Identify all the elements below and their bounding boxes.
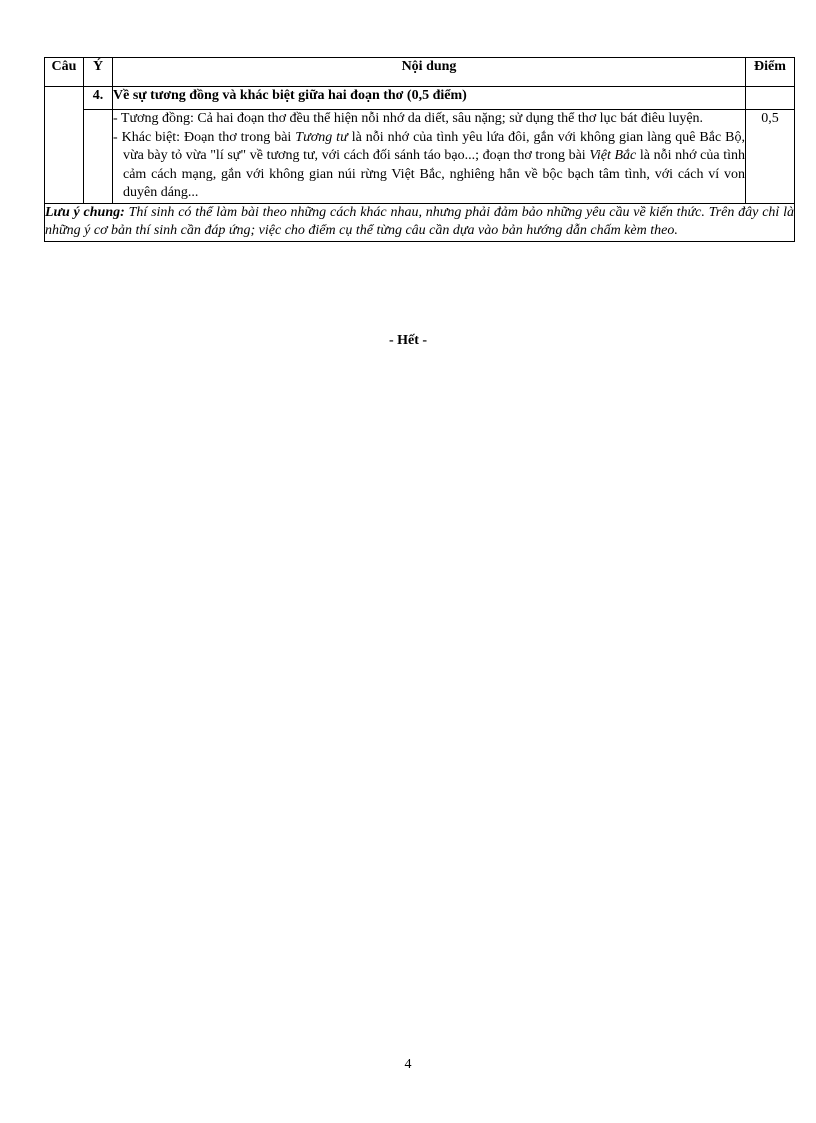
score-value: 0,5 bbox=[746, 110, 795, 204]
content-cell bbox=[113, 110, 746, 204]
grading-table bbox=[44, 57, 795, 242]
document-page bbox=[44, 57, 794, 242]
header-y: Ý bbox=[84, 58, 113, 87]
note-text: Thí sinh có thể làm bài theo những cách khác nhau, nhưng phải đảm bảo những yêu cầu về kiến thức. Trên đây chỉ là những ý cơ bản thí sinh cần đáp ứng; việc cho điểm cụ thể từng câu cần dựa vào bản hướng dẫn chấm kèm theo. bbox=[45, 204, 794, 238]
section-title-row bbox=[45, 87, 795, 110]
difference-paragraph bbox=[113, 129, 745, 203]
table-header-row bbox=[45, 58, 795, 87]
section-title: Về sự tương đồng và khác biệt giữa hai đoạn thơ (0,5 điểm) bbox=[113, 87, 746, 110]
work-title-tuong-tu: Tương tư bbox=[295, 129, 348, 145]
end-mark: - Hết - bbox=[388, 333, 428, 348]
note-row bbox=[45, 203, 795, 241]
similarity-paragraph: - Tương đồng: Cả hai đoạn thơ đều thể hiện nỗi nhớ da diết, sâu nặng; sử dụng thể thơ lục bát điêu luyện. bbox=[113, 111, 704, 126]
header-cau: Câu bbox=[45, 58, 84, 87]
content-row bbox=[45, 110, 795, 204]
work-title-viet-bac: Việt Bắc bbox=[589, 148, 637, 163]
title-score-cell bbox=[746, 87, 795, 110]
general-note bbox=[45, 203, 795, 241]
page-number: 4 bbox=[404, 1057, 412, 1072]
difference-text-3: là nỗi nhớ của tình cảm cách mạng, gắn với không gian núi rừng Việt Bắc, nghiêng hẳn về bộc bạch tâm tình, với cách ví von duyên dáng... bbox=[123, 148, 745, 200]
y-empty-cell bbox=[84, 110, 113, 204]
y-number-cell: 4. bbox=[84, 87, 113, 110]
header-diem: Điểm bbox=[746, 58, 795, 87]
difference-text-2: là nỗi nhớ của tình yêu lứa đôi, gắn với không gian làng quê Bắc Bộ, vừa bày tỏ vừa "lí sự" về tương tư, với cách đối sánh táo bạo...; đoạn thơ trong bài bbox=[123, 129, 746, 163]
cau-cell bbox=[45, 87, 84, 204]
note-label: Lưu ý chung: bbox=[45, 204, 125, 220]
header-noi-dung: Nội dung bbox=[113, 58, 746, 87]
difference-text-1: - Khác biệt: Đoạn thơ trong bài bbox=[113, 129, 296, 145]
